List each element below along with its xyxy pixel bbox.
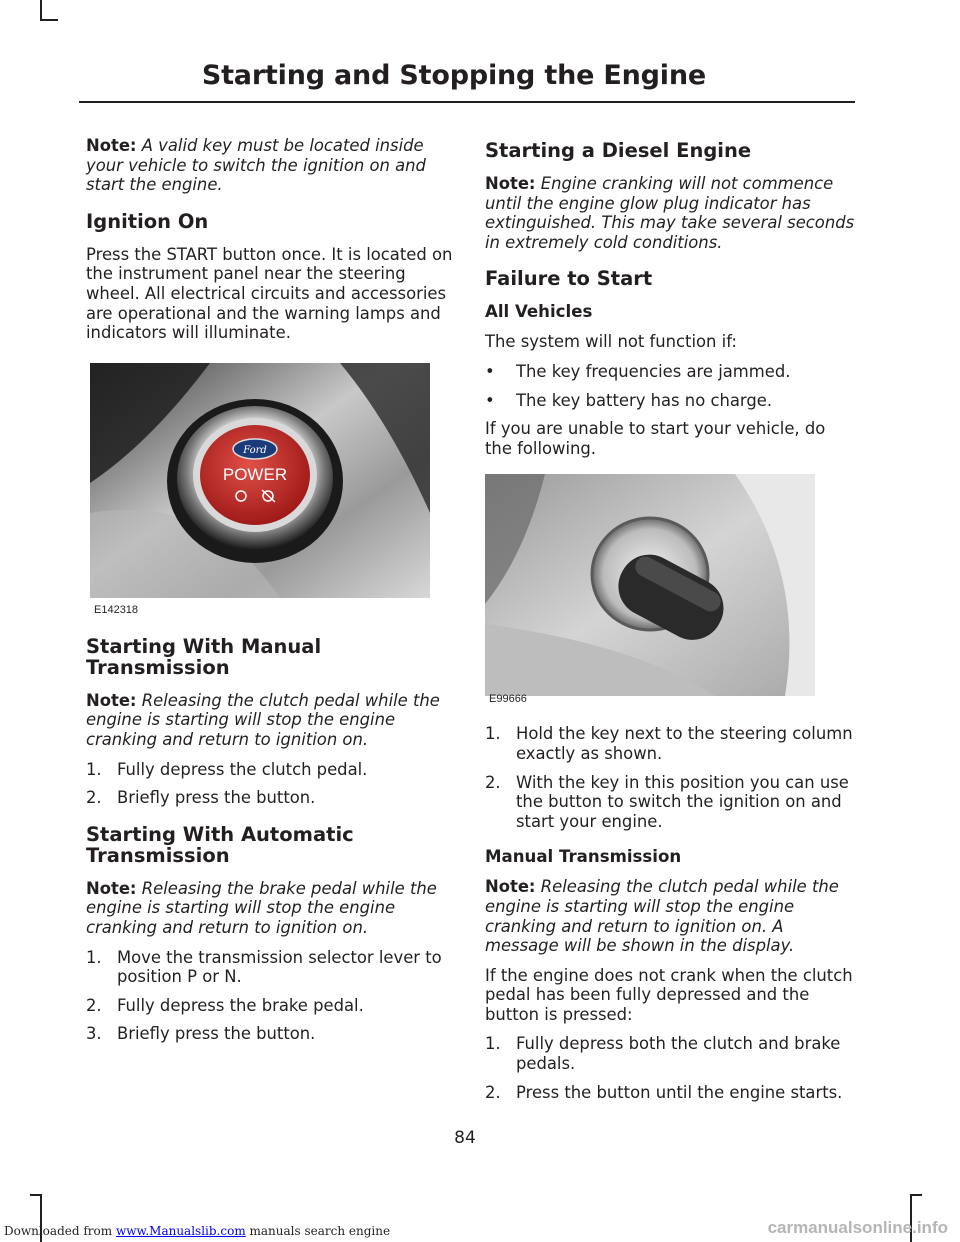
left-column bbox=[86, 136, 456, 1053]
heading-manual-transmission: Starting With Manual Transmission bbox=[86, 634, 322, 679]
crank-paragraph: If the engine does not crank when the clutch pedal has been fully depressed and the button is pressed: bbox=[485, 965, 853, 1024]
note-manual: Note: Releasing the clutch pedal while the engine is starting will stop the engine cranking and return to ignition on. bbox=[86, 690, 440, 749]
heading-automatic-transmission: Starting With Automatic Transmission bbox=[86, 822, 354, 867]
key-steps bbox=[485, 724, 857, 831]
heading-failure-to-start: Failure to Start bbox=[485, 267, 653, 291]
note-manual-right: Note: Releasing the clutch pedal while the engine is starting will stop the engine cranking and return to ignition on. A message will be shown in the display. bbox=[485, 877, 839, 956]
list-item: 1. Hold the key next to the steering column exactly as shown. bbox=[485, 724, 853, 763]
heading-ignition-on: Ignition On bbox=[86, 209, 209, 233]
power-button-illustration bbox=[90, 363, 430, 598]
figure-power-button bbox=[90, 363, 430, 618]
crank-steps bbox=[485, 1034, 857, 1102]
figure-code: E99666 bbox=[489, 692, 527, 705]
figure-code: E142318 bbox=[94, 604, 139, 617]
manualslib-link[interactable]: www.Manualslib.com bbox=[115, 1224, 246, 1238]
bullet-list bbox=[485, 362, 857, 410]
crop-mark bbox=[910, 1194, 922, 1196]
list-item: 2. Press the button until the engine starts. bbox=[485, 1082, 843, 1102]
list-item: 2. Fully depress the brake pedal. bbox=[86, 995, 364, 1015]
note-automatic: Note: Releasing the brake pedal while the engine is starting will stop the engine cranking and return to ignition on. bbox=[86, 878, 437, 937]
right-column bbox=[485, 136, 857, 1111]
ignition-paragraph: Press the START button once. It is located on the instrument panel near the steering wheel. All electrical circuits and accessories are operational and the warning lamps and indicators will illuminate. bbox=[86, 244, 453, 343]
list-item: 3. Briefly press the button. bbox=[86, 1024, 316, 1044]
ford-logo-text: Ford bbox=[243, 444, 267, 456]
title-rule bbox=[79, 101, 855, 103]
unable-paragraph: If you are unable to start your vehicle, do the following. bbox=[485, 419, 826, 458]
list-item: 1. Fully depress both the clutch and brake pedals. bbox=[485, 1034, 841, 1074]
list-item: 2. Briefly press the button. bbox=[86, 788, 316, 808]
key-fob-illustration bbox=[485, 474, 815, 696]
page-title: Starting and Stopping the Engine bbox=[201, 60, 706, 91]
list-item: 1. Move the transmission selector lever to position P or N. bbox=[86, 947, 442, 987]
page-number: 84 bbox=[454, 1128, 476, 1148]
note-diesel: Note: Engine cranking will not commence until the engine glow plug indicator has extinguished. This may take several seconds in extremely cold conditions. bbox=[485, 174, 855, 252]
watermark: carmanualsonline.info bbox=[767, 1218, 948, 1237]
power-label: POWER bbox=[222, 464, 288, 484]
crop-mark bbox=[40, 19, 58, 21]
list-item: • The key frequencies are jammed. bbox=[485, 361, 791, 381]
heading-all-vehicles: All Vehicles bbox=[485, 302, 593, 322]
list-item: 2. With the key in this position you can use the button to switch the ignition on and start your engine. bbox=[485, 772, 849, 831]
crop-mark bbox=[30, 1194, 42, 1196]
automatic-steps bbox=[86, 948, 456, 1044]
crop-mark bbox=[40, 0, 42, 20]
manual-steps bbox=[86, 760, 456, 808]
list-item: • The key battery has no charge. bbox=[485, 390, 773, 410]
download-footer: Downloaded from www.Manualslib.com manuals search engine bbox=[4, 1224, 391, 1238]
heading-manual-transmission-right: Manual Transmission bbox=[485, 847, 682, 867]
note-ignition-key: Note: A valid key must be located inside your vehicle to switch the ignition on and start the engine. bbox=[86, 136, 426, 195]
heading-diesel: Starting a Diesel Engine bbox=[485, 139, 752, 162]
figure-key-position bbox=[485, 474, 815, 706]
list-item: 1. Fully depress the clutch pedal. bbox=[86, 759, 368, 779]
system-paragraph: The system will not function if: bbox=[485, 332, 737, 352]
